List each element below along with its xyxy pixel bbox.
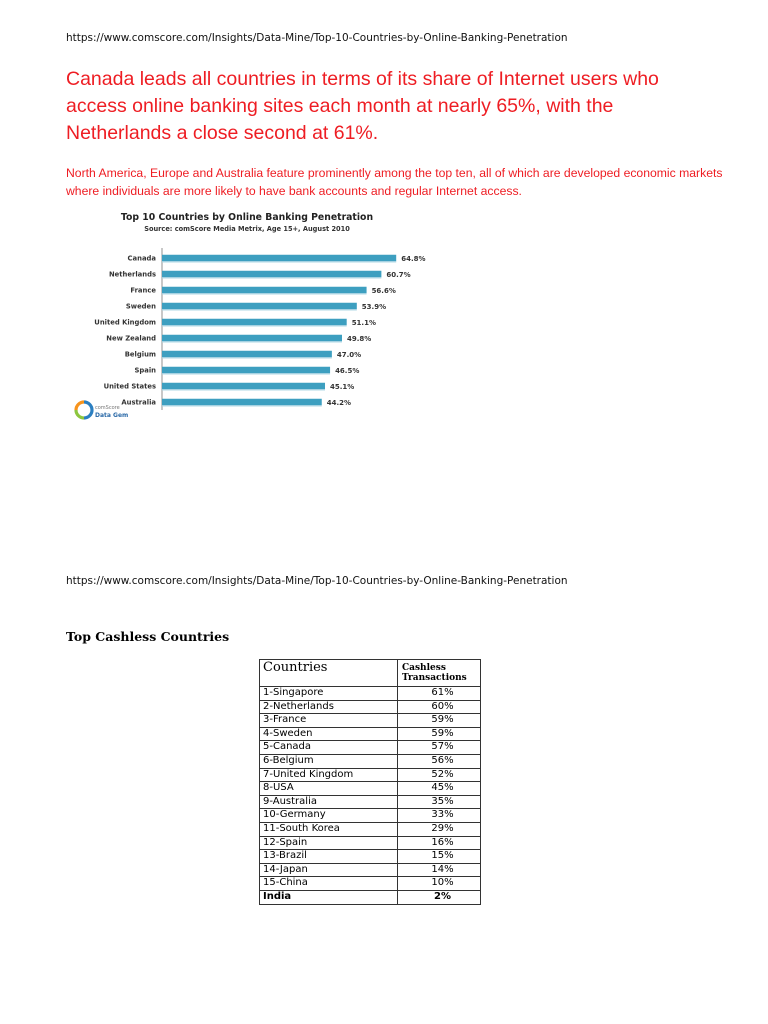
table-row — [260, 754, 481, 768]
subheadline: North America, Europe and Australia feature prominently among the top ten, all of which are developed economic markets where individuals are more likely to have bank accounts and regular Internet access. — [66, 166, 723, 198]
value-label: 47.0% — [336, 351, 362, 359]
source-url-top: https://www.comscore.com/Insights/Data-Mine/Top-10-Countries-by-Online-Banking-Penetration — [66, 32, 568, 44]
bar-shadow — [162, 389, 325, 390]
table-row — [260, 863, 481, 877]
bar-shadow — [162, 309, 357, 310]
cashless-value-cell: 45% — [398, 782, 481, 796]
category-label: Australia — [121, 398, 156, 407]
header-cashless: Cashless Transactions — [398, 660, 481, 687]
table-row — [260, 700, 481, 714]
country-cell: 5-Canada — [260, 741, 398, 755]
country-cell: 12-Spain — [260, 836, 398, 850]
chart-svg — [64, 206, 426, 432]
category-label: Canada — [127, 254, 156, 263]
cashless-value-cell: 10% — [398, 877, 481, 891]
bar-shadow — [162, 325, 347, 326]
table-row — [260, 809, 481, 823]
country-cell: 11-South Korea — [260, 822, 398, 836]
table-row — [260, 890, 481, 904]
category-label: Netherlands — [108, 270, 156, 279]
cashless-value-cell: 33% — [398, 809, 481, 823]
table-row — [260, 687, 481, 701]
source-url-bottom: https://www.comscore.com/Insights/Data-Mine/Top-10-Countries-by-Online-Banking-Penetration — [66, 575, 568, 587]
logo-text-gem: Data Gem — [95, 412, 129, 419]
bar-shadow — [162, 341, 342, 342]
country-cell: 7-United Kingdom — [260, 768, 398, 782]
country-cell: 8-USA — [260, 782, 398, 796]
value-label: 44.2% — [326, 399, 352, 407]
category-label: Spain — [134, 366, 156, 375]
chart-subtitle: Source: comScore Media Metrix, Age 15+, August 2010 — [144, 225, 350, 233]
country-cell: 3-France — [260, 714, 398, 728]
value-label: 60.7% — [386, 271, 411, 279]
bar-shadow — [162, 405, 322, 406]
header-countries: Countries — [260, 660, 398, 687]
logo-arc — [84, 402, 92, 418]
table-row — [260, 741, 481, 755]
category-label: United States — [103, 382, 156, 391]
value-label: 46.5% — [335, 367, 360, 375]
bar — [162, 335, 342, 342]
country-cell: 9-Australia — [260, 795, 398, 809]
bar — [162, 287, 367, 294]
category-label: New Zealand — [106, 334, 156, 343]
bar — [162, 303, 357, 310]
country-cell: India — [260, 890, 398, 904]
value-label: 64.8% — [401, 255, 426, 263]
table-row — [260, 782, 481, 796]
bar — [162, 255, 396, 262]
value-label: 49.8% — [346, 335, 372, 343]
bar-shadow — [162, 357, 332, 358]
section-title: Top Cashless Countries — [66, 629, 230, 644]
cashless-value-cell: 16% — [398, 836, 481, 850]
cashless-value-cell: 15% — [398, 850, 481, 864]
bar — [162, 271, 381, 278]
logo-arc — [76, 402, 84, 410]
value-label: 45.1% — [330, 383, 355, 391]
cashless-value-cell: 52% — [398, 768, 481, 782]
cashless-value-cell: 59% — [398, 727, 481, 741]
table-row — [260, 768, 481, 782]
table-row — [260, 714, 481, 728]
bar-shadow — [162, 261, 396, 262]
cashless-table — [259, 659, 481, 905]
bar — [162, 319, 347, 326]
cashless-value-cell: 2% — [398, 890, 481, 904]
cashless-value-cell: 14% — [398, 863, 481, 877]
bar-shadow — [162, 373, 330, 374]
table-row — [260, 727, 481, 741]
country-cell: 14-Japan — [260, 863, 398, 877]
cashless-value-cell: 59% — [398, 714, 481, 728]
bar — [162, 383, 325, 390]
comscore-logo — [76, 402, 92, 418]
logo-text-brand: comScore — [95, 405, 120, 411]
bar — [162, 367, 330, 374]
cashless-value-cell: 60% — [398, 700, 481, 714]
country-cell: 13-Brazil — [260, 850, 398, 864]
table-row — [260, 795, 481, 809]
table-row — [260, 877, 481, 891]
category-label: Sweden — [125, 302, 156, 311]
table-row — [260, 822, 481, 836]
value-label: 53.9% — [361, 303, 387, 311]
value-label: 56.6% — [371, 287, 396, 295]
country-cell: 1-Singapore — [260, 687, 398, 701]
cashless-value-cell: 57% — [398, 741, 481, 755]
category-label: United Kingdom — [94, 318, 156, 327]
cashless-value-cell: 29% — [398, 822, 481, 836]
table-header-row — [260, 660, 481, 687]
country-cell: 10-Germany — [260, 809, 398, 823]
logo-arc — [76, 410, 84, 418]
cashless-value-cell: 61% — [398, 687, 481, 701]
bar-shadow — [162, 293, 367, 294]
category-label: Belgium — [124, 350, 156, 359]
online-banking-chart — [64, 206, 426, 432]
bar-shadow — [162, 277, 381, 278]
table-row — [260, 850, 481, 864]
value-label: 51.1% — [351, 319, 376, 327]
bar — [162, 399, 322, 406]
table-row — [260, 836, 481, 850]
headline: Canada leads all countries in terms of its share of Internet users who access online banking sites each month at nearly 65%, with the Netherlands a close second at 61%. — [66, 68, 659, 144]
chart-title: Top 10 Countries by Online Banking Penetration — [120, 212, 374, 223]
bar — [162, 351, 332, 358]
category-label: France — [130, 286, 156, 295]
cashless-value-cell: 35% — [398, 795, 481, 809]
country-cell: 2-Netherlands — [260, 700, 398, 714]
country-cell: 15-China — [260, 877, 398, 891]
country-cell: 4-Sweden — [260, 727, 398, 741]
country-cell: 6-Belgium — [260, 754, 398, 768]
cashless-value-cell: 56% — [398, 754, 481, 768]
